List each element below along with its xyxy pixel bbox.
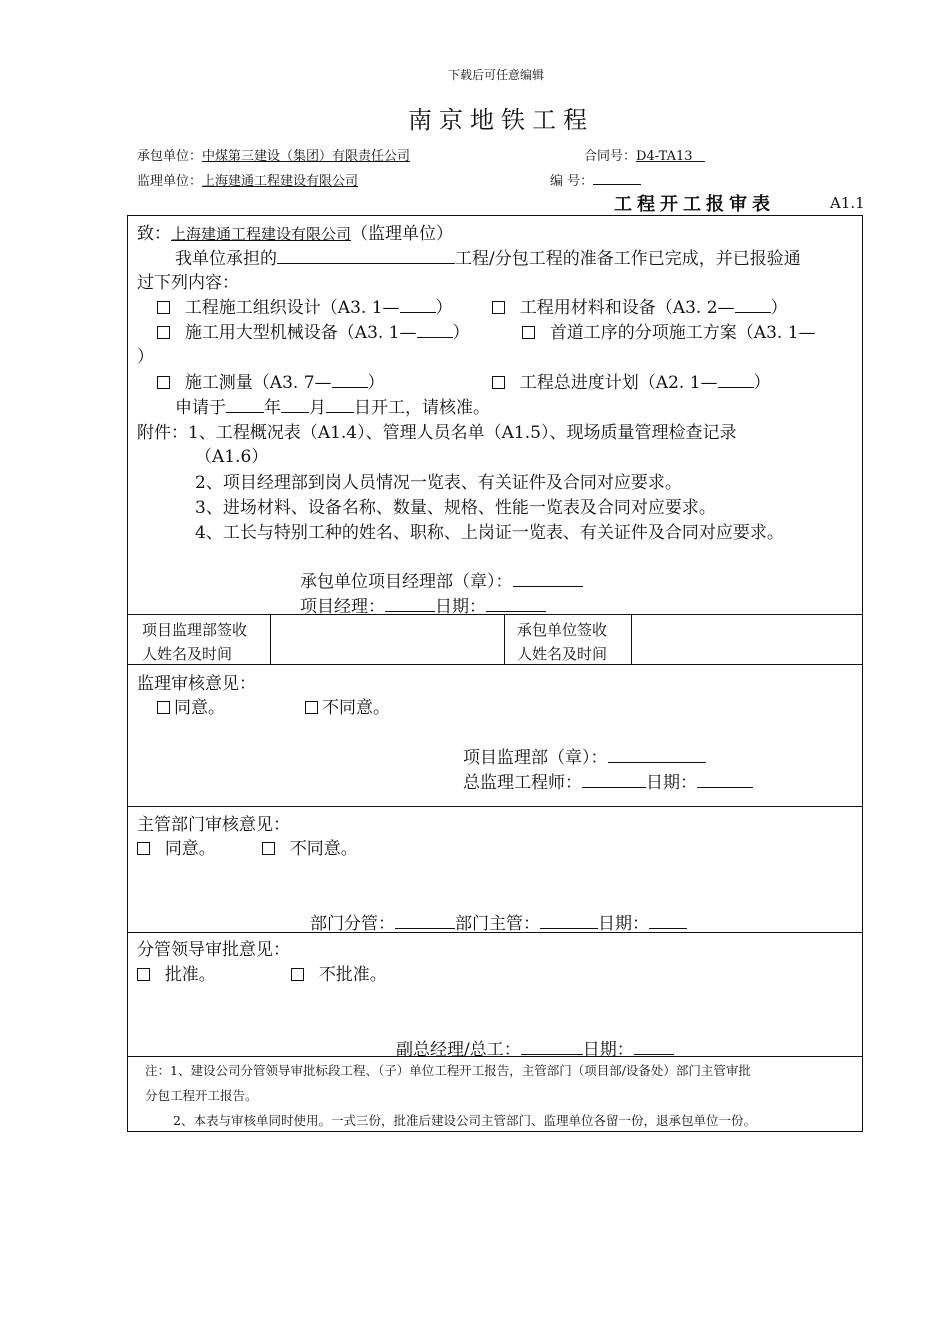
item-materials[interactable]: [492, 293, 788, 318]
item-label: 施工用大型机械设备（A3. 1—: [184, 323, 417, 343]
download-note: 下载后可任意编辑: [448, 68, 545, 82]
sign1-line-b: 人姓名及时间: [142, 645, 233, 663]
review-dept-line: [463, 743, 706, 768]
sign1-line-a: 项目监理部签收: [142, 621, 248, 639]
month-text: 月: [309, 398, 326, 418]
dept-head-label: 部门主管：: [455, 914, 540, 934]
item-label: 施工测量（A3. 7—: [184, 373, 332, 393]
to-suffix: （监理单位）: [351, 224, 454, 244]
day-text: 日开工，请核准。: [354, 398, 490, 418]
pm-label: 项目经理：: [300, 597, 385, 617]
checkbox-icon[interactable]: [137, 968, 150, 981]
divider: [504, 614, 505, 664]
attachment-1: 附件：1、工程概况表（A1.4）、管理人员名单（A1.5）、现场质量管理检查记录: [137, 423, 737, 443]
disagree-label: 不同意。: [289, 839, 358, 859]
item-construction-design[interactable]: [157, 293, 453, 318]
close-paren: ）: [435, 298, 453, 318]
para1-text-a: 我单位承担的: [175, 249, 277, 269]
vp-blank[interactable]: [521, 1037, 583, 1055]
leader-title: 分管领导审批意见：: [137, 940, 290, 960]
serial-row: [550, 170, 641, 189]
attachment-1b: （A1.6）: [195, 447, 269, 467]
mgmt-agree[interactable]: [137, 834, 216, 859]
sign2-line-a: 承包单位签收: [517, 621, 608, 639]
chief-engineer-blank[interactable]: [582, 770, 646, 788]
note-2: 2、本表与审核单同时使用。一式三份，批准后建设公司主管部门、监理单位各留一份，退承包单位一份。: [173, 1113, 756, 1128]
divider: [128, 806, 862, 807]
project-blank[interactable]: [277, 246, 455, 264]
dept-head-blank[interactable]: [540, 911, 598, 929]
date-blank[interactable]: [634, 1037, 674, 1055]
item-first-process[interactable]: [522, 318, 816, 343]
chief-engineer-label: 总监理工程师：: [463, 773, 582, 793]
date-label: 日期：: [582, 1040, 634, 1060]
close-paren: ）: [770, 298, 788, 318]
item-label: 工程施工组织设计（A3. 1—: [184, 298, 400, 318]
contract-no-label: 合同号：: [584, 149, 637, 164]
item-schedule[interactable]: [492, 368, 771, 393]
date-blank[interactable]: [697, 770, 753, 788]
supervisor-value: 上海建通工程建设有限公司: [202, 174, 359, 189]
date-label: 日期：: [646, 773, 697, 793]
leader-approve[interactable]: [137, 960, 216, 985]
approve-label: 批准。: [164, 965, 216, 985]
document-title: 南京地铁工程: [408, 106, 594, 134]
date-blank[interactable]: [486, 594, 546, 612]
chief-engineer-line: [463, 768, 753, 793]
serial-blank[interactable]: [593, 171, 641, 185]
review-disagree[interactable]: [305, 693, 390, 718]
item-blank[interactable]: [417, 320, 453, 338]
month-blank[interactable]: [281, 395, 309, 413]
apply-date-line: [175, 393, 490, 418]
dept-sub-blank[interactable]: [395, 911, 455, 929]
item-blank[interactable]: [735, 295, 771, 313]
checkbox-icon[interactable]: [157, 376, 170, 389]
dept-sub-label: 部门分管：: [310, 914, 395, 934]
year-text: 年: [264, 398, 281, 418]
pm-sign-line: [300, 592, 546, 617]
item-blank[interactable]: [718, 370, 754, 388]
day-blank[interactable]: [326, 395, 354, 413]
date-label: 日期：: [435, 597, 486, 617]
item-survey[interactable]: [157, 368, 385, 393]
attachment-4: 4、工长与特别工种的姓名、职称、上岗证一览表、有关证件及合同对应要求。: [195, 523, 784, 543]
supervisor-receipt-label: [142, 618, 247, 666]
agree-label: 同意。: [174, 698, 225, 718]
contractor-row: [137, 145, 410, 164]
pm-dept-label: 承包单位项目经理部（章）：: [300, 572, 513, 592]
attachment-2: 2、项目经理部到岗人员情况一览表、有关证件及合同对应要求。: [195, 473, 682, 493]
serial-label: 编 号：: [550, 174, 594, 189]
checkbox-icon[interactable]: [522, 326, 535, 339]
pm-dept-line: [300, 567, 583, 592]
review-title: 监理审核意见：: [137, 674, 256, 694]
checkbox-icon[interactable]: [157, 326, 170, 339]
item-label: 工程总进度计划（A2. 1—: [519, 373, 718, 393]
close-paren: ）: [753, 373, 771, 393]
contractor-label: 承包单位：: [137, 149, 203, 164]
item-first-process-close: ）: [137, 347, 154, 367]
mgmt-sign-line: [310, 909, 687, 934]
checkbox-icon[interactable]: [157, 701, 170, 714]
checkbox-icon[interactable]: [492, 376, 505, 389]
divider: [631, 614, 632, 664]
contractor-value: 中煤第三建设（集团）有限责任公司: [202, 149, 411, 164]
note-1b: 分包工程开工报告。: [145, 1088, 258, 1103]
form-code: A1.1: [830, 194, 865, 212]
to-label: 致：: [137, 224, 171, 244]
checkbox-icon[interactable]: [291, 968, 304, 981]
close-paren: ）: [452, 323, 470, 343]
sign2-line-b: 人姓名及时间: [517, 645, 608, 663]
para1-text-b: 工程/分包工程的准备工作已完成，并已报验通: [455, 249, 801, 269]
date-blank[interactable]: [649, 911, 687, 929]
vp-sign-line: [396, 1035, 674, 1060]
supervisor-row: [137, 170, 358, 189]
checkbox-icon[interactable]: [137, 842, 150, 855]
form-title: 工程开工报审表: [614, 194, 775, 215]
contract-no-row: [584, 145, 705, 164]
pm-dept-seal-blank[interactable]: [513, 569, 583, 587]
not-approve-label: 不批准。: [318, 965, 387, 985]
checkbox-icon[interactable]: [157, 301, 170, 314]
agree-label: 同意。: [164, 839, 216, 859]
attachment-3: 3、进场材料、设备名称、数量、规格、性能一览表及合同对应要求。: [195, 498, 716, 518]
contractor-receipt-label: [517, 618, 607, 666]
item-label: 首道工序的分项施工方案（A3. 1—: [549, 323, 816, 343]
item-blank[interactable]: [400, 295, 436, 313]
vp-label: 副总经理/总工：: [396, 1040, 521, 1060]
item-machinery[interactable]: [157, 318, 470, 343]
para1-line: [175, 244, 801, 269]
pm-blank[interactable]: [385, 594, 435, 612]
to-value: 上海建通工程建设有限公司: [171, 225, 352, 243]
para1-line2: 过下列内容：: [137, 273, 239, 293]
year-blank[interactable]: [226, 395, 264, 413]
note-1: 注：1、建设公司分管领导审批标段工程、（子）单位工程开工报告，主管部门（项目部/设备处）部门主管审批: [145, 1063, 751, 1078]
checkbox-icon[interactable]: [262, 842, 275, 855]
divider: [270, 614, 271, 664]
review-dept-label: 项目监理部（章）：: [463, 748, 608, 768]
item-label: 工程用材料和设备（A3. 2—: [519, 298, 735, 318]
contract-no-value: D4-TA13: [636, 149, 693, 164]
apply-text: 申请于: [175, 398, 226, 418]
supervisor-label: 监理单位：: [137, 174, 203, 189]
mgmt-title: 主管部门审核意见：: [137, 815, 290, 835]
close-paren: ）: [367, 373, 385, 393]
checkbox-icon[interactable]: [492, 301, 505, 314]
leader-not-approve[interactable]: [291, 960, 387, 985]
disagree-label: 不同意。: [322, 698, 390, 718]
addressee-row: [137, 219, 453, 244]
item-blank[interactable]: [332, 370, 368, 388]
review-agree[interactable]: [157, 693, 225, 718]
checkbox-icon[interactable]: [305, 701, 318, 714]
review-seal-blank[interactable]: [608, 745, 706, 763]
mgmt-disagree[interactable]: [262, 834, 358, 859]
date-label: 日期：: [598, 914, 649, 934]
